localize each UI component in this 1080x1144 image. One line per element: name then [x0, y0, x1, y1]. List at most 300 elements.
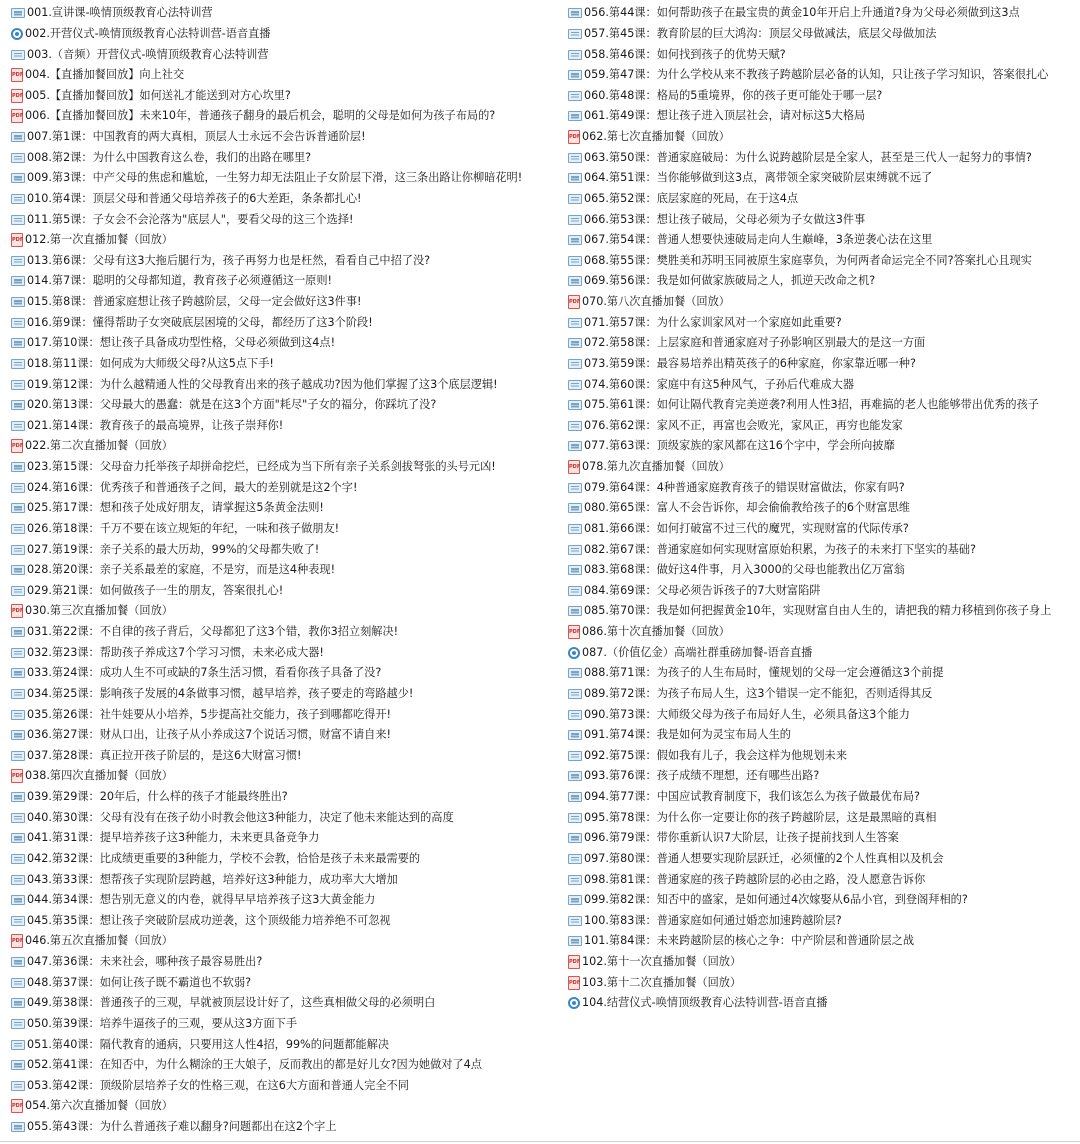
file-list-item[interactable] — [11, 209, 563, 230]
video-file-icon — [11, 689, 25, 699]
file-list-item[interactable] — [568, 684, 1078, 705]
file-list-item[interactable] — [11, 127, 563, 148]
file-list-item[interactable] — [568, 312, 1078, 333]
file-name: 004.【直播加餐回放】向上社交 — [25, 68, 185, 82]
video-file-icon — [568, 153, 582, 163]
file-name: 088.第71课：为孩子的人生布局时，懂规划的父母一定会遵循这3个前提 — [584, 666, 944, 680]
video-file-icon — [568, 256, 582, 266]
video-file-icon — [568, 565, 582, 575]
file-list-item[interactable] — [11, 931, 563, 952]
file-list-item[interactable] — [11, 168, 563, 189]
file-name: 021.第14课：教育孩子的最高境界，让孩子崇拜你! — [27, 418, 284, 432]
video-file-icon — [568, 70, 582, 80]
video-file-icon — [568, 421, 582, 431]
video-file-icon — [568, 400, 582, 410]
file-list-item[interactable] — [11, 787, 563, 808]
file-list-item[interactable] — [568, 931, 1078, 952]
file-name: 075.第61课：如何让隔代教育完美逆袭?利用人性3招，再难搞的老人也能够带出优秀的孩子 — [584, 398, 1039, 412]
file-name: 028.第20课：亲子关系最差的家庭，不是穷，而是这4种表现! — [27, 563, 336, 577]
file-name: 076.第62课：家风不正，再富也会败光，家风正，再穷也能发家 — [584, 418, 903, 432]
file-name: 074.第60课：家庭中有这5种风气，子孙后代难成大器 — [584, 377, 855, 391]
file-name: 029.第21课：如何做孩子一生的朋友，答案很扎心! — [27, 583, 284, 597]
video-file-icon — [568, 751, 582, 761]
file-name: 097.第80课：普通人想要实现阶层跃迁，必须懂的2个人性真相以及机会 — [584, 851, 944, 865]
file-name: 089.第72课：为孩子布局人生，这3个错误一定不能犯，否则适得其反 — [584, 686, 933, 700]
video-file-icon — [11, 194, 25, 204]
pdf-file-icon — [568, 976, 580, 990]
video-file-icon — [11, 1019, 25, 1029]
file-list-item[interactable] — [568, 787, 1078, 808]
file-name: 007.第1课：中国教育的两大真相，顶层人士永远不会告诉普通阶层! — [27, 130, 366, 144]
file-list-item[interactable] — [568, 271, 1078, 292]
file-name: 086.第十次直播加餐（回放） — [582, 625, 730, 639]
file-name: 073.第59课：最容易培养出精英孩子的6种家庭，你家靠近哪一种? — [584, 356, 916, 370]
file-list-item[interactable] — [11, 65, 563, 86]
file-name: 060.第48课：格局的5重境界，你的孩子更可能处于哪一层? — [584, 88, 883, 102]
file-name: 033.第24课：成功人生不可或缺的7条生活习惯，看看你孩子具备了没? — [27, 666, 382, 680]
audio-live-icon — [11, 28, 23, 40]
file-list-item[interactable] — [568, 86, 1078, 107]
file-name: 031.第22课：不自律的孩子背后，父母都犯了这3个错，教你3招立刻解决! — [27, 625, 399, 639]
file-name: 002.开营仪式-唤情顶级教育心法特训营-语音直播 — [25, 26, 271, 40]
video-file-icon — [568, 483, 582, 493]
file-name: 040.第30课：父母有没有在孩子幼小时教会他这3种能力，决定了他未来能达到的高度 — [27, 810, 454, 824]
video-file-icon — [11, 297, 25, 307]
pdf-file-icon — [11, 89, 23, 103]
file-list-item[interactable] — [568, 807, 1078, 828]
video-file-icon — [568, 50, 582, 60]
file-list-item[interactable] — [568, 292, 1078, 313]
file-list-item[interactable] — [568, 539, 1078, 560]
video-file-icon — [11, 421, 25, 431]
file-name: 012.第一次直播加餐（回放） — [25, 233, 173, 247]
file-name: 009.第3课：中产父母的焦虑和尴尬，一生努力却无法阻止子女阶层下滑，这三条出路让你柳暗花明! — [27, 171, 523, 185]
video-file-icon — [11, 813, 25, 823]
file-list-item[interactable] — [568, 477, 1078, 498]
file-name: 066.第53课：想让孩子破局，父母必须为子女做这3件事 — [584, 212, 866, 226]
file-name: 027.第19课：亲子关系的最大历劫，99%的父母都失败了! — [27, 542, 320, 556]
video-file-icon — [568, 854, 582, 864]
video-file-icon — [11, 400, 25, 410]
video-file-icon — [11, 854, 25, 864]
pdf-file-icon — [11, 934, 23, 948]
video-file-icon — [568, 194, 582, 204]
file-name: 078.第九次直播加餐（回放） — [582, 460, 730, 474]
file-name: 077.第63课：顶级家族的家风都在这16个字中，学会所向披靡 — [584, 439, 895, 453]
file-list-item[interactable] — [11, 312, 563, 333]
file-name: 050.第39课：培养牛逼孩子的三观，要从这3方面下手 — [27, 1016, 298, 1030]
file-name: 025.第17课：想和孩子处成好朋友，请掌握这5条黄金法则! — [27, 501, 324, 515]
video-file-icon — [11, 173, 25, 183]
file-name: 054.第六次直播加餐（回放） — [25, 1099, 173, 1113]
video-file-icon — [568, 8, 582, 18]
file-name: 056.第44课：如何帮助孩子在最宝贵的黄金10年开启上升通道?身为父母必须做到这3点 — [584, 6, 1020, 20]
file-name: 055.第43课：为什么普通孩子难以翻身?问题都出在这2个字上 — [27, 1120, 337, 1134]
file-name: 047.第36课：未来社会，哪种孩子最容易胜出? — [27, 955, 263, 969]
file-name: 071.第57课：为什么家训家风对一个家庭如此重要? — [584, 315, 842, 329]
file-name: 034.第25课：影响孩子发展的4条做事习惯，越早培养，孩子要走的弯路越少! — [27, 686, 414, 700]
video-file-icon — [568, 338, 582, 348]
video-file-icon — [11, 668, 25, 678]
video-file-icon — [11, 627, 25, 637]
file-list-item[interactable] — [11, 457, 563, 478]
file-list-item[interactable] — [11, 1117, 563, 1138]
file-name: 015.第8课：普通家庭想让孩子跨越阶层，父母一定会做好这3件事! — [27, 295, 362, 309]
file-list-item[interactable] — [568, 972, 1078, 993]
file-name: 095.第78课：为什么你一定要让你的孩子跨越阶层，这是最黑暗的真相 — [584, 810, 937, 824]
file-list-item[interactable] — [568, 65, 1078, 86]
file-list-item[interactable] — [11, 972, 563, 993]
video-file-icon — [11, 833, 25, 843]
file-name: 018.第11课：如何成为大师级父母?从这5点下手! — [27, 356, 274, 370]
audio-live-icon — [568, 647, 580, 659]
file-list-item[interactable] — [11, 993, 563, 1014]
file-list-item[interactable] — [11, 519, 563, 540]
file-list-item[interactable] — [568, 251, 1078, 272]
video-file-icon — [568, 771, 582, 781]
file-list-item[interactable] — [568, 457, 1078, 478]
file-list-item[interactable] — [11, 684, 563, 705]
file-list-item[interactable] — [568, 519, 1078, 540]
file-list-item[interactable] — [568, 911, 1078, 932]
file-list-item[interactable] — [568, 828, 1078, 849]
file-list-item[interactable] — [11, 766, 563, 787]
file-list-item[interactable] — [568, 601, 1078, 622]
pdf-file-icon — [11, 1099, 23, 1113]
file-list-item[interactable] — [11, 849, 563, 870]
file-name: 037.第28课：真正拉开孩子阶层的，是这6大财富习惯! — [27, 748, 302, 762]
file-name: 008.第2课：为什么中国教育这么卷，我们的出路在哪里? — [27, 150, 312, 164]
file-list-item[interactable] — [11, 911, 563, 932]
file-name: 049.第38课：普通孩子的三观，早就被顶层设计好了，这些真相做父母的必须明白 — [27, 996, 436, 1010]
file-list-item[interactable] — [568, 127, 1078, 148]
file-list-item[interactable] — [11, 828, 563, 849]
file-name: 091.第74课：我是如何为灵宝布局人生的 — [584, 728, 791, 742]
file-name: 085.第70课：我是如何把握黄金10年，实现财富自由人生的，请把我的精力移植到你孩子身上 — [584, 604, 1052, 618]
video-file-icon — [568, 276, 582, 286]
file-name: 104.结营仪式-唤情顶级教育心法特训营-语音直播 — [582, 996, 828, 1010]
file-name: 062.第七次直播加餐（回放） — [582, 130, 730, 144]
file-list-item[interactable] — [11, 807, 563, 828]
pdf-file-icon — [11, 109, 23, 123]
file-list-item[interactable] — [11, 354, 563, 375]
file-list-item[interactable] — [568, 354, 1078, 375]
video-file-icon — [568, 875, 582, 885]
file-list-item[interactable] — [11, 44, 563, 65]
video-file-icon — [11, 256, 25, 266]
file-list-item[interactable] — [11, 642, 563, 663]
video-file-icon — [568, 111, 582, 121]
video-file-icon — [568, 916, 582, 926]
video-file-icon — [568, 606, 582, 616]
file-list-item[interactable] — [11, 477, 563, 498]
file-name: 014.第7课：聪明的父母都知道，教育孩子必须遵循这一原则! — [27, 274, 333, 288]
file-list-item[interactable] — [568, 725, 1078, 746]
video-file-icon — [568, 173, 582, 183]
file-list-item[interactable] — [568, 333, 1078, 354]
video-file-icon — [568, 813, 582, 823]
video-file-icon — [11, 1081, 25, 1091]
video-file-icon — [568, 215, 582, 225]
file-list-item[interactable] — [11, 560, 563, 581]
video-file-icon — [11, 8, 25, 18]
file-list-item[interactable] — [11, 374, 563, 395]
file-name: 020.第13课：父母最大的愚蠢：就是在这3个方面"耗尽"子女的福分，你踩坑了没? — [27, 398, 437, 412]
file-list-item[interactable] — [568, 189, 1078, 210]
file-name: 082.第67课：普通家庭如何实现财富原始积累，为孩子的未来打下坚实的基础? — [584, 542, 976, 556]
file-name: 058.第46课：如何找到孩子的优势天赋? — [584, 47, 786, 61]
file-name: 051.第40课：隔代教育的通病，只要用这人性4招，99%的问题都能解决 — [27, 1037, 390, 1051]
file-name: 072.第58课：上层家庭和普通家庭对子孙影响区别最大的是这一方面 — [584, 336, 926, 350]
file-list-item[interactable] — [11, 539, 563, 560]
file-name: 067.第54课：普通人想要快速破局走向人生巅峰，3条逆袭心法在这里 — [584, 233, 933, 247]
file-list-item[interactable] — [11, 230, 563, 251]
file-list-item[interactable] — [11, 436, 563, 457]
video-file-icon — [11, 132, 25, 142]
pdf-file-icon — [568, 130, 580, 144]
file-name: 026.第18课：千万不要在该立规矩的年纪，一味和孩子做朋友! — [27, 521, 340, 535]
file-name: 035.第26课：社牛娃要从小培养，5步提高社交能力，孩子到哪都吃得开! — [27, 707, 391, 721]
file-list-item[interactable] — [568, 849, 1078, 870]
file-list-item[interactable] — [11, 271, 563, 292]
file-name: 087.（价值亿金）高端社群重磅加餐-语音直播 — [582, 645, 813, 659]
file-name: 036.第27课：财从口出，让孩子从小养成这7个说话习惯，财富不请自来! — [27, 728, 391, 742]
video-file-icon — [11, 565, 25, 575]
file-name: 023.第15课：父母奋力托举孩子却拼命挖烂，已经成为当下所有亲子关系剑拔弩张的头号元凶! — [27, 460, 496, 474]
video-file-icon — [568, 380, 582, 390]
file-list-item[interactable] — [568, 560, 1078, 581]
video-file-icon — [11, 751, 25, 761]
file-name: 048.第37课：如何让孩子既不霸道也不软弱? — [27, 975, 252, 989]
file-name: 003.（音频）开营仪式-唤情顶级教育心法特训营 — [27, 47, 269, 61]
file-list-item[interactable] — [11, 704, 563, 725]
file-name: 065.第52课：底层家庭的死局，在于这4点 — [584, 191, 799, 205]
video-file-icon — [11, 875, 25, 885]
file-name: 080.第65课：富人不会告诉你，却会偷偷教给孩子的6个财富思维 — [584, 501, 910, 515]
file-name: 052.第41课：在知否中，为什么糊涂的王大娘子，反而教出的都是好儿女?因为她做对了4点 — [27, 1058, 482, 1072]
file-list-item[interactable] — [11, 106, 563, 127]
file-name: 053.第42课：顶级阶层培养子女的性格三观，在这6大方面和普通人完全不同 — [27, 1078, 409, 1092]
video-file-icon — [568, 29, 582, 39]
video-file-icon — [11, 215, 25, 225]
file-list-item[interactable] — [11, 395, 563, 416]
file-name: 001.宣讲课-唤情顶级教育心法特训营 — [27, 6, 213, 20]
video-file-icon — [568, 235, 582, 245]
file-name: 010.第4课：顶层父母和普通父母培养孩子的6大差距，条条都扎心! — [27, 191, 362, 205]
file-name: 083.第68课：做好这4件事，月入3000的父母也能教出亿万富翁 — [584, 563, 905, 577]
video-file-icon — [568, 91, 582, 101]
video-file-icon — [11, 380, 25, 390]
video-file-icon — [11, 276, 25, 286]
file-list-item[interactable] — [568, 890, 1078, 911]
file-name: 022.第二次直播加餐（回放） — [25, 439, 173, 453]
video-file-icon — [568, 710, 582, 720]
file-name: 081.第66课：如何打破富不过三代的魔咒，实现财富的代际传承? — [584, 521, 909, 535]
file-name: 024.第16课：优秀孩子和普通孩子之间，最大的差别就是这2个字! — [27, 480, 358, 494]
file-list-item[interactable] — [11, 663, 563, 684]
pdf-file-icon — [568, 955, 580, 969]
video-file-icon — [568, 359, 582, 369]
pdf-file-icon — [11, 604, 23, 618]
video-file-icon — [568, 318, 582, 328]
video-file-icon — [11, 545, 25, 555]
file-list-item[interactable] — [568, 44, 1078, 65]
file-name: 101.第84课：未来跨越阶层的核心之争：中产阶层和普通阶层之战 — [584, 934, 915, 948]
file-list-item[interactable] — [11, 1055, 563, 1076]
video-file-icon — [568, 586, 582, 596]
video-file-icon — [11, 483, 25, 493]
video-file-icon — [568, 936, 582, 946]
video-file-icon — [11, 730, 25, 740]
file-list-item[interactable] — [11, 1034, 563, 1055]
file-list-item[interactable] — [568, 416, 1078, 437]
file-name: 030.第三次直播加餐（回放） — [25, 604, 173, 618]
file-list-item[interactable] — [11, 86, 563, 107]
file-list-item[interactable] — [11, 1096, 563, 1117]
pdf-file-icon — [11, 439, 23, 453]
video-file-icon — [11, 338, 25, 348]
video-file-icon — [11, 503, 25, 513]
video-file-icon — [11, 957, 25, 967]
file-list-item[interactable] — [568, 869, 1078, 890]
audio-live-icon — [568, 997, 580, 1009]
video-file-icon — [11, 792, 25, 802]
file-list-item[interactable] — [11, 746, 563, 767]
file-name: 016.第9课：懂得帮助子女突破底层困境的父母，都经历了这3个阶段! — [27, 315, 373, 329]
pdf-file-icon — [568, 295, 580, 309]
file-list-item[interactable] — [568, 106, 1078, 127]
file-name: 042.第32课：比成绩更重要的3种能力，学校不会教，恰恰是孩子未来最需要的 — [27, 851, 421, 865]
file-name: 039.第29课：20年后，什么样的孩子才能最终胜出? — [27, 790, 288, 804]
file-list-item[interactable] — [11, 147, 563, 168]
file-list-item[interactable] — [568, 436, 1078, 457]
video-file-icon — [11, 895, 25, 905]
file-list-item[interactable] — [568, 209, 1078, 230]
file-name: 013.第6课：父母有这3大拖后腿行为，孩子再努力也是枉然，看看自己中招了没? — [27, 253, 431, 267]
file-list-item[interactable] — [568, 24, 1078, 45]
video-file-icon — [11, 50, 25, 60]
file-name: 068.第55课：樊胜美和苏明玉同被原生家庭辜负，为何两者命运完全不同?答案扎心且现实 — [584, 253, 1032, 267]
file-list-item[interactable] — [568, 952, 1078, 973]
file-list-left-column — [11, 3, 563, 1137]
video-file-icon — [11, 1040, 25, 1050]
video-file-icon — [568, 441, 582, 451]
video-file-icon — [568, 524, 582, 534]
video-file-icon — [11, 710, 25, 720]
video-file-icon — [11, 359, 25, 369]
video-file-icon — [11, 1060, 25, 1070]
file-name: 041.第31课：提早培养孩子这3种能力，未来更具备竞争力 — [27, 831, 320, 845]
file-list-item[interactable] — [11, 189, 563, 210]
file-name: 063.第50课：普通家庭破局：为什么说跨越阶层是全家人，甚至是三代人一起努力的事情? — [584, 150, 1032, 164]
file-list-item[interactable] — [11, 952, 563, 973]
file-name: 098.第81课：普通家庭的孩子跨越阶层的必由之路，没人愿意告诉你 — [584, 872, 926, 886]
bottom-divider — [0, 1141, 1080, 1142]
file-list-item[interactable] — [11, 416, 563, 437]
video-file-icon — [568, 833, 582, 843]
video-file-icon — [11, 462, 25, 472]
video-file-icon — [11, 1122, 25, 1132]
video-file-icon — [568, 545, 582, 555]
file-name: 019.第12课：为什么越精通人性的父母教育出来的孩子越成功?因为他们掌握了这3个底层逻辑! — [27, 377, 498, 391]
video-file-icon — [11, 524, 25, 534]
file-list-item[interactable] — [11, 3, 563, 24]
file-name: 084.第69课：父母必须告诉孩子的7大财富陷阱 — [584, 583, 821, 597]
file-name: 094.第77课：中国应试教育制度下，我们该怎么为孩子做最优布局? — [584, 790, 920, 804]
video-file-icon — [568, 730, 582, 740]
file-name: 093.第76课：孩子成绩不理想，还有哪些出路? — [584, 769, 820, 783]
pdf-file-icon — [11, 233, 23, 247]
file-name: 038.第四次直播加餐（回放） — [25, 769, 173, 783]
file-list-item[interactable] — [568, 395, 1078, 416]
file-list-item[interactable] — [11, 24, 563, 45]
file-list-item[interactable] — [568, 3, 1078, 24]
file-list-item[interactable] — [11, 292, 563, 313]
file-list-item[interactable] — [11, 869, 563, 890]
file-name: 090.第73课：大师级父母为孩子布局好人生，必须具备这3个能力 — [584, 707, 910, 721]
video-file-icon — [568, 689, 582, 699]
file-name: 092.第75课：假如我有儿子，我会这样为他规划未来 — [584, 748, 847, 762]
file-name: 100.第83课：普通家庭如何通过婚恋加速跨越阶层? — [584, 913, 842, 927]
file-list-item[interactable] — [568, 230, 1078, 251]
file-list-item[interactable] — [568, 147, 1078, 168]
file-list-item[interactable] — [11, 498, 563, 519]
file-list-item[interactable] — [568, 168, 1078, 189]
file-list-item[interactable] — [568, 993, 1078, 1014]
file-name: 079.第64课：4种普通家庭教育孩子的错误财富做法，你家有吗? — [584, 480, 905, 494]
file-list-item[interactable] — [11, 622, 563, 643]
file-list-item[interactable] — [11, 725, 563, 746]
file-name: 096.第79课：带你重新认识7大阶层，让孩子提前找到人生答案 — [584, 831, 899, 845]
file-name: 017.第10课：想让孩子具备成功型性格，父母必须做到这4点! — [27, 336, 336, 350]
file-list-item[interactable] — [568, 622, 1078, 643]
file-name: 057.第45课：教育阶层的巨大鸿沟：顶层父母做减法，底层父母做加法 — [584, 26, 937, 40]
file-list-item[interactable] — [11, 890, 563, 911]
file-list-right-column — [568, 3, 1078, 1014]
file-name: 061.第49课：想让孩子进入顶层社会，请对标这5大格局 — [584, 109, 866, 123]
video-file-icon — [11, 916, 25, 926]
video-file-icon — [568, 895, 582, 905]
file-name: 046.第五次直播加餐（回放） — [25, 934, 173, 948]
file-list-item[interactable] — [568, 374, 1078, 395]
file-list-item[interactable] — [11, 601, 563, 622]
file-name: 032.第23课：帮助孩子养成这7个学习习惯，未来必成大器! — [27, 645, 324, 659]
file-list-item[interactable] — [11, 333, 563, 354]
file-list-item[interactable] — [568, 704, 1078, 725]
file-list-item[interactable] — [11, 1076, 563, 1097]
file-name: 070.第八次直播加餐（回放） — [582, 295, 730, 309]
file-list-item[interactable] — [11, 1014, 563, 1035]
pdf-file-icon — [11, 769, 23, 783]
file-list-item[interactable] — [568, 498, 1078, 519]
file-list-item[interactable] — [11, 251, 563, 272]
video-file-icon — [11, 978, 25, 988]
file-list-item[interactable] — [568, 766, 1078, 787]
file-list-item[interactable] — [568, 642, 1078, 663]
file-list-item[interactable] — [568, 746, 1078, 767]
file-list-item[interactable] — [568, 663, 1078, 684]
file-name: 044.第34课：想告别无意义的内卷，就得早早培养孩子这3大黄金能力 — [27, 893, 376, 907]
file-name: 006.【直播加餐回放】未来10年，普通孩子翻身的最后机会，聪明的父母是如何为孩子布局的? — [25, 109, 496, 123]
file-name: 005.【直播加餐回放】如何送礼才能送到对方心坎里? — [25, 88, 291, 102]
pdf-file-icon — [568, 460, 580, 474]
file-list-item[interactable] — [11, 581, 563, 602]
file-name: 011.第5课：子女会不会沦落为"底层人"，要看父母的这三个选择! — [27, 212, 354, 226]
video-file-icon — [568, 503, 582, 513]
video-file-icon — [568, 668, 582, 678]
file-name: 102.第十一次直播加餐（回放） — [582, 955, 742, 969]
file-list-item[interactable] — [568, 581, 1078, 602]
